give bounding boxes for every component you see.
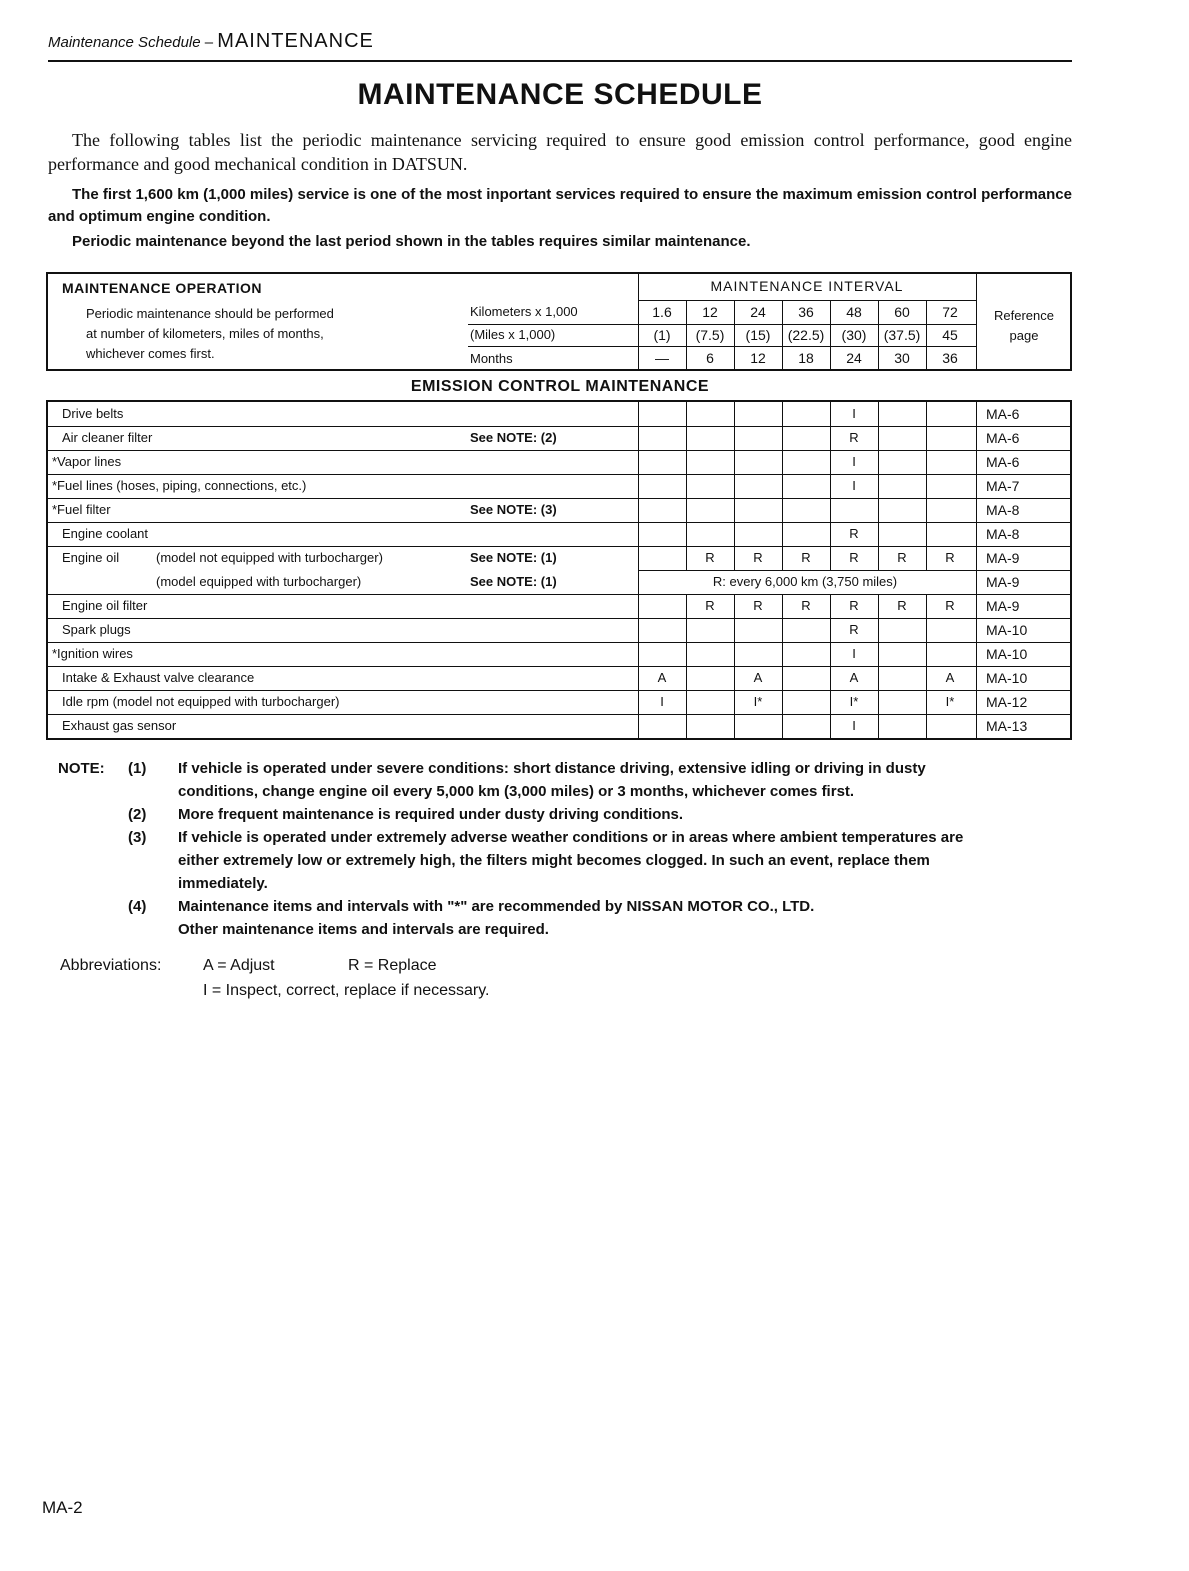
unit-miles: (Miles x 1,000) (470, 327, 556, 342)
page-header (48, 30, 374, 53)
interval-title: MAINTENANCE INTERVAL (710, 278, 904, 294)
row-reference: MA-9 (986, 574, 1020, 590)
interval-months-4: 24 (846, 350, 862, 366)
row-mark: R (849, 550, 859, 565)
row-item-name: Engine oil (62, 550, 120, 565)
operation-desc: Periodic maintenance should be performed at number of kilometers, miles of months, whichever comes first. (86, 306, 334, 361)
row-reference: MA-9 (986, 598, 1020, 614)
row-mark: R (801, 598, 811, 613)
row-note: See NOTE: (1) (470, 550, 557, 565)
row-mark: R (801, 550, 811, 565)
header-rule (48, 60, 1072, 62)
note-line (58, 895, 1078, 918)
interval-miles-6: 45 (942, 327, 958, 343)
row-reference: MA-10 (986, 622, 1028, 638)
row-item-name: Engine oil filter (62, 598, 148, 613)
row-mark: R (705, 550, 715, 565)
section-title: EMISSION CONTROL MAINTENANCE (410, 378, 710, 395)
note-line (58, 872, 1078, 895)
table-row (48, 618, 1070, 642)
row-note: See NOTE: (1) (470, 574, 557, 589)
bold-paragraph-1: The first 1,600 km (1,000 miles) service is one of the most inportant services required to ensure the maximum emission control performance and optimum engine condition. (48, 186, 1072, 225)
note-number: (2) (128, 806, 147, 823)
row-mark: R (753, 598, 763, 613)
row-mark: R (849, 622, 859, 637)
interval-months-1: 6 (706, 350, 714, 366)
row-item-name: Spark plugs (62, 622, 131, 637)
row-item-name: *Ignition wires (52, 646, 133, 661)
row-note: See NOTE: (3) (470, 502, 557, 517)
row-item-name: Exhaust gas sensor (62, 718, 177, 733)
interval-km-0: 1.6 (652, 304, 672, 320)
interval-months-2: 12 (750, 350, 766, 366)
interval-months-0: — (655, 350, 669, 366)
table-row (48, 402, 1070, 426)
note-text: Maintenance items and intervals with "*" are recommended by NISSAN MOTOR CO., LTD. (178, 898, 815, 915)
interval-km-4: 48 (846, 304, 862, 320)
row-item-name: Idle rpm (model not equipped with turbocharger) (62, 694, 340, 709)
unit-km: Kilometers x 1,000 (470, 304, 578, 319)
row-mark: R (849, 598, 859, 613)
header-section: Maintenance Schedule (48, 34, 201, 51)
row-mark: R (849, 526, 859, 541)
interval-miles-2: (15) (745, 327, 771, 343)
interval-km-5: 60 (894, 304, 910, 320)
row-item-name: Drive belts (62, 406, 124, 421)
table-header (46, 272, 1072, 371)
row-item-model: (model equipped with turbocharger) (156, 574, 362, 589)
row-mark: I* (849, 694, 859, 709)
maintenance-table (46, 400, 1072, 740)
notes-section (58, 757, 1078, 941)
note-line (58, 849, 1078, 872)
row-reference: MA-10 (986, 670, 1028, 686)
bold-paragraph-2: Periodic maintenance beyond the last period shown in the tables requires similar maintenance. (72, 233, 751, 250)
table-row (48, 666, 1070, 690)
interval-miles-3: (22.5) (787, 327, 825, 343)
interval-months-3: 18 (798, 350, 814, 366)
note-line (58, 757, 1078, 780)
table-row (48, 426, 1070, 450)
row-mark: R (897, 550, 907, 565)
row-mark: I (852, 406, 856, 421)
note-label: NOTE: (58, 760, 105, 777)
row-item-name: Engine coolant (62, 526, 149, 541)
row-item-name: Intake & Exhaust valve clearance (62, 670, 255, 685)
table-row (48, 474, 1070, 498)
row-reference: MA-6 (986, 430, 1020, 446)
note-text: Other maintenance items and intervals are required. (178, 921, 549, 938)
note-text: More frequent maintenance is required under dusty driving conditions. (178, 806, 684, 823)
table-row (48, 546, 1070, 570)
header-dash: – (204, 34, 214, 51)
note-number: (4) (128, 898, 147, 915)
row-mark: I (660, 694, 664, 709)
interval-miles-0: (1) (653, 327, 671, 343)
interval-km-1: 12 (702, 304, 718, 320)
row-mark: A (945, 670, 955, 685)
table-row (48, 522, 1070, 546)
page-number: MA-2 (42, 1498, 83, 1517)
table-row (48, 450, 1070, 474)
row-mark: I (852, 478, 856, 493)
row-reference: MA-13 (986, 718, 1028, 734)
table-row (48, 714, 1070, 738)
row-reference: MA-10 (986, 646, 1028, 662)
intro-paragraph (48, 128, 1072, 176)
interval-km-6: 72 (942, 304, 958, 320)
interval-miles-5: (37.5) (883, 327, 921, 343)
interval-miles-4: (30) (841, 327, 867, 343)
abbreviations (60, 953, 560, 1003)
note-line (58, 918, 1078, 941)
row-mark: R (945, 550, 955, 565)
intro-text: The following tables list the periodic maintenance servicing required to ensure good emission control performance, good engine performance and good mechanical condition in DATSUN. (48, 130, 1072, 174)
row-mark: R (705, 598, 715, 613)
interval-months-5: 30 (894, 350, 910, 366)
row-reference: MA-12 (986, 694, 1028, 710)
row-item-name: *Fuel filter (52, 502, 111, 517)
abbr-label: Abbreviations: (60, 957, 162, 974)
row-mark: I* (945, 694, 955, 709)
row-mark: I (852, 454, 856, 469)
abbr-adjust: A = Adjust (203, 957, 275, 974)
table-row (48, 594, 1070, 618)
row-mark: I* (753, 694, 763, 709)
row-mark: R (897, 598, 907, 613)
row-reference: MA-9 (986, 550, 1020, 566)
interval-months-6: 36 (942, 350, 958, 366)
reference-head: Reference page (994, 308, 1054, 343)
row-mark: R (849, 430, 859, 445)
note-line (58, 826, 1078, 849)
row-reference: MA-6 (986, 454, 1020, 470)
table-row (48, 498, 1070, 522)
row-mark: A (657, 670, 667, 685)
row-mark: A (849, 670, 859, 685)
row-reference: MA-6 (986, 406, 1020, 422)
row-mark: R (945, 598, 955, 613)
row-mark: A (753, 670, 763, 685)
row-mark: I (852, 718, 856, 733)
note-number: (3) (128, 829, 147, 846)
row-mark: I (852, 646, 856, 661)
interval-km-3: 36 (798, 304, 814, 320)
unit-months: Months (470, 351, 513, 366)
note-number: (1) (128, 760, 147, 777)
abbr-replace: R = Replace (348, 957, 437, 974)
note-text: immediately. (178, 875, 268, 892)
header-chapter: MAINTENANCE (217, 30, 374, 52)
operation-title: MAINTENANCE OPERATION (62, 280, 263, 296)
note-text: If vehicle is operated under extremely adverse weather conditions or in areas where ambient temperatures are (178, 829, 964, 846)
interval-miles-1: (7.5) (695, 327, 725, 343)
note-text: either extremely low or extremely high, the filters might becomes clogged. In such an event, replace them (178, 852, 930, 869)
row-item-name: *Vapor lines (52, 454, 122, 469)
row-interval-span: R: every 6,000 km (3,750 miles) (712, 574, 898, 589)
table-row (48, 690, 1070, 714)
row-item-name: Air cleaner filter (62, 430, 153, 445)
row-reference: MA-8 (986, 502, 1020, 518)
interval-km-2: 24 (750, 304, 766, 320)
row-item-name: *Fuel lines (hoses, piping, connections, etc.) (52, 478, 307, 493)
table-row (48, 642, 1070, 666)
row-note: See NOTE: (2) (470, 430, 557, 445)
row-reference: MA-8 (986, 526, 1020, 542)
row-mark: R (753, 550, 763, 565)
table-row (48, 570, 1070, 594)
note-line (58, 803, 1078, 826)
abbr-inspect: I = Inspect, correct, replace if necessary. (203, 982, 490, 999)
row-item-model: (model not equipped with turbocharger) (156, 550, 383, 565)
note-text: conditions, change engine oil every 5,000 km (3,000 miles) or 3 months, whichever comes first. (178, 783, 855, 800)
note-line (58, 780, 1078, 803)
note-text: If vehicle is operated under severe conditions: short distance driving, extensive idling or driving in dusty (178, 760, 926, 777)
page-title: MAINTENANCE SCHEDULE (357, 78, 763, 111)
row-reference: MA-7 (986, 478, 1020, 494)
